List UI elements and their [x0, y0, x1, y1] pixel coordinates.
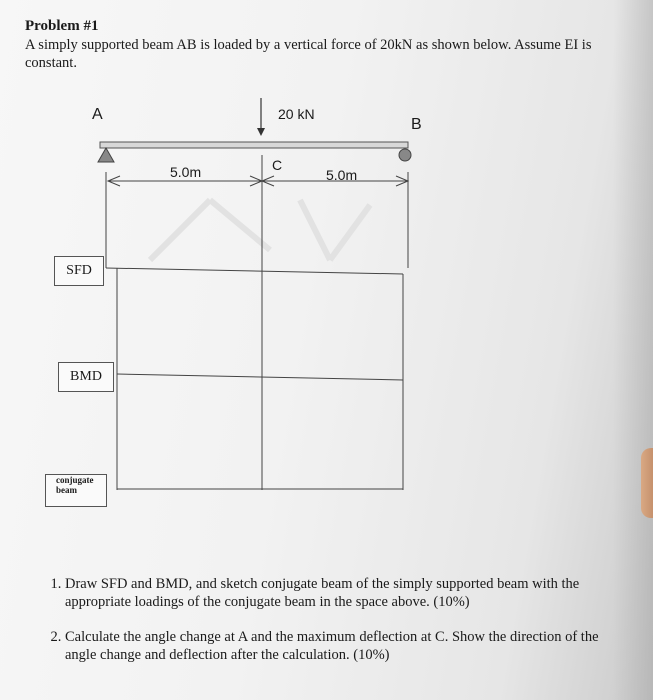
point-c-label: C [272, 157, 283, 173]
conjugate-beam-row-label [45, 474, 107, 507]
beam [100, 142, 408, 148]
pin-support-a [98, 148, 114, 162]
point-a-label: A [92, 106, 103, 123]
load-label: 20 kN [278, 106, 315, 122]
sfd-label-text: SFD [66, 263, 92, 278]
span-right-label: 5.0m [326, 167, 358, 183]
question-list [43, 575, 625, 681]
roller-support-b [399, 149, 411, 161]
question-1: 1. Draw SFD and BMD, and sketch conjugate beam of the simply supported beam with the appropriate loadings of the conjugate beam in the space above. (10%) [65, 575, 625, 611]
load-arrow-head [257, 128, 265, 136]
sfd-row-label [54, 256, 104, 286]
beam-label-text: beam [56, 485, 77, 495]
point-b-label: B [411, 116, 422, 133]
bmd-row-label [58, 362, 114, 392]
problem-title: Problem #1 [25, 18, 99, 34]
question-2: 2. Calculate the angle change at A and the maximum deflection at C. Show the direction of the angle change and deflection after the calculation. (10%) [65, 628, 625, 664]
problem-intro: A simply supported beam AB is loaded by a vertical force of 20kN as shown below. Assume EI is constant. [25, 37, 592, 71]
bmd-label-text: BMD [70, 369, 102, 384]
conjugate-label-text: conjugate [56, 475, 94, 485]
span-left-label: 5.0m [170, 164, 202, 180]
watermark-truss [150, 200, 370, 260]
diagram-grid [106, 155, 408, 490]
